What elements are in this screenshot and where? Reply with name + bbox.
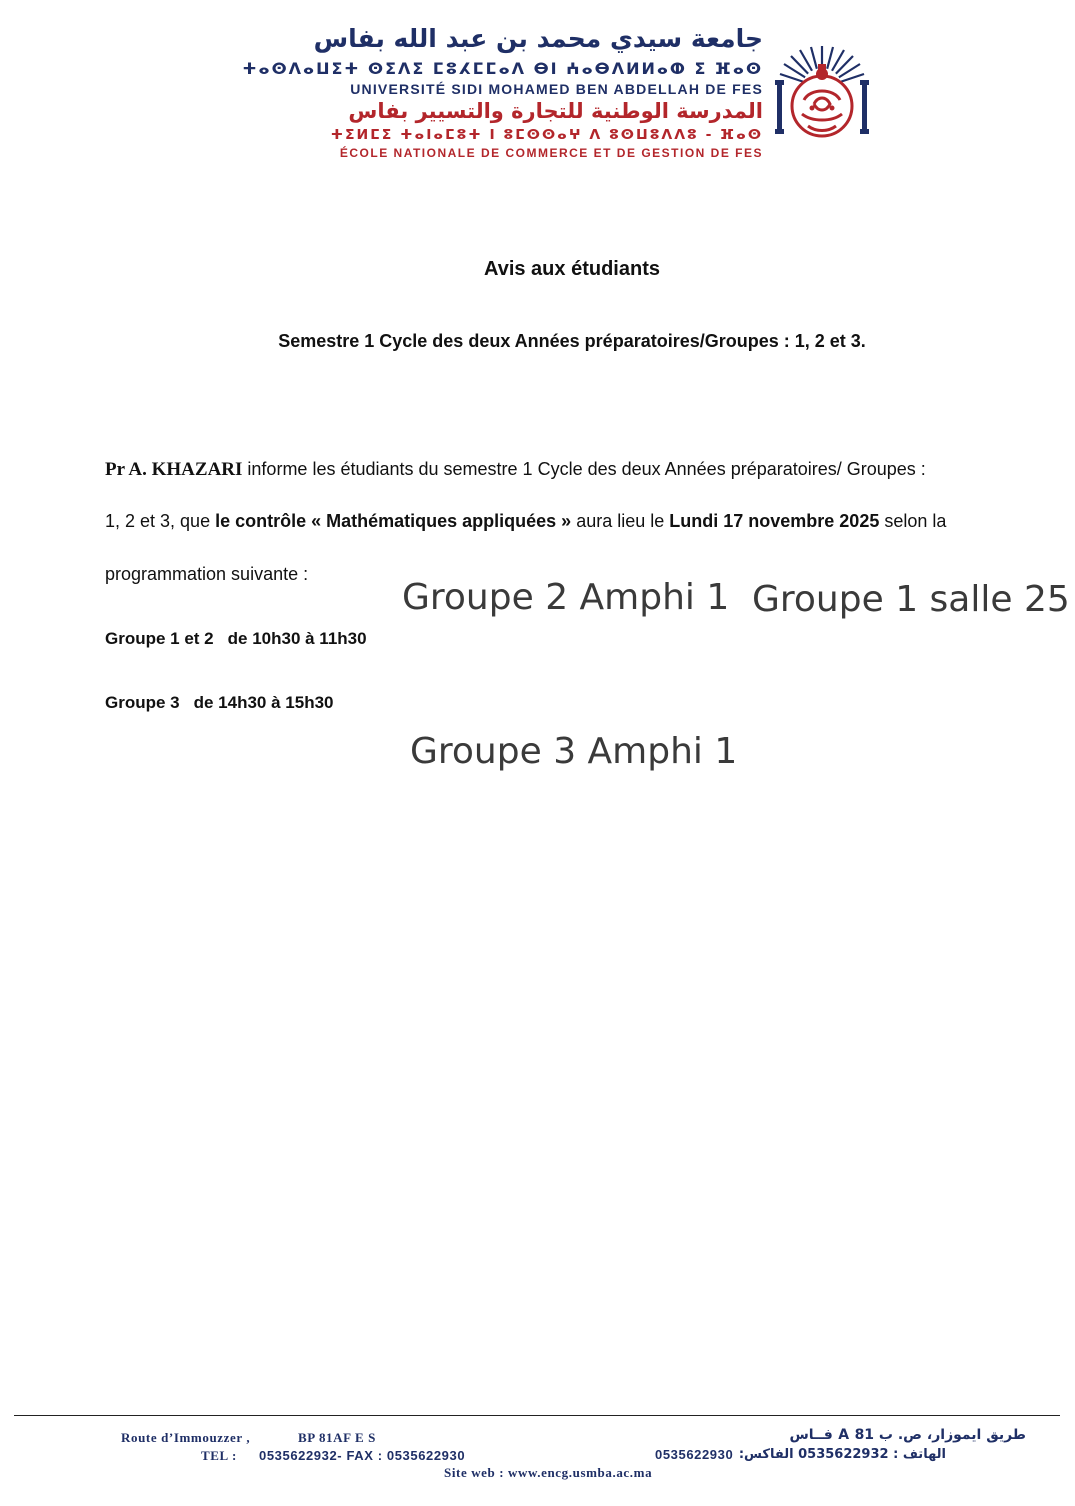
schedule-time: de 14h30 à 15h30 bbox=[193, 693, 334, 712]
room-annotation-group-2: Groupe 2 Amphi 1 bbox=[402, 577, 730, 618]
notice-subtitle: Semestre 1 Cycle des deux Années préparatoires/Groupes : 1, 2 et 3. bbox=[278, 331, 866, 351]
footer-website: Site web : www.encg.usmba.ac.ma bbox=[444, 1465, 653, 1480]
university-logo-icon bbox=[772, 44, 872, 142]
footer-divider bbox=[14, 1415, 1060, 1416]
university-name-french: UNIVERSITÉ SIDI MOHAMED BEN ABDELLAH DE FES bbox=[350, 81, 763, 97]
schedule-time: de 10h30 à 11h30 bbox=[227, 629, 367, 648]
school-name-french: ÉCOLE NATIONALE DE COMMERCE ET DE GESTION DE FES bbox=[339, 146, 763, 160]
notice-paragraph-line-2 bbox=[105, 511, 946, 532]
notice-paragraph-line-3: programmation suivante : bbox=[105, 564, 309, 584]
paragraph-text: 1, 2 et 3, que bbox=[105, 511, 216, 531]
footer-address: Route d’Immouzzer , bbox=[121, 1430, 251, 1445]
university-name-tifinagh: ⵜⴰⵙⴷⴰⵡⵉⵜ ⵙⵉⴷⵉ ⵎⵓⵃⵎⵎⴰⴷ ⴱⵏ ⵄⴰⴱⴷⵍⵍⴰⵀ ⵉ ⴼⴰⵙ bbox=[242, 59, 763, 78]
paragraph-text: selon la bbox=[879, 511, 947, 531]
document-header bbox=[0, 0, 1075, 170]
school-name-tifinagh: ⵜⵉⵍⵎⵉ ⵜⴰⵏⴰⵎⵓⵜ ⵏ ⵓⵎⵙⵙⴰⵖ ⴷ ⵓⵙⵡⵓⴷⴷⵓ - ⴼⴰⵙ bbox=[330, 127, 763, 143]
school-name-arabic: المدرسة الوطنية للتجارة والتسيير بفاس bbox=[348, 99, 763, 123]
schedule-group: Groupe 3 bbox=[105, 693, 180, 712]
schedule-group: Groupe 1 et 2 bbox=[105, 629, 214, 648]
footer-address-arabic: طريق ايموزار، ص. ب 81 A فــاس bbox=[789, 1427, 1026, 1443]
footer-phone-fax: 0535622932- FAX : 0535622930 bbox=[259, 1448, 466, 1463]
footer-po-box: BP 81AF E S bbox=[298, 1430, 376, 1445]
professor-name: Pr A. KHAZARI bbox=[105, 459, 243, 480]
room-annotation-group-1: Groupe 1 salle 25 bbox=[752, 579, 1070, 620]
footer-phone-arabic: الهاتف : 0535622932 الفاكس: bbox=[738, 1447, 946, 1462]
footer-fax-number: 0535622930 bbox=[655, 1447, 734, 1462]
notice-paragraph-line-1 bbox=[105, 459, 926, 481]
university-name-arabic: جامعة سيدي محمد بن عبد الله بفاس bbox=[313, 24, 763, 53]
exam-subject: le contrôle « Mathématiques appliquées » bbox=[215, 511, 572, 531]
footer-tel-label: TEL : bbox=[201, 1448, 237, 1463]
paragraph-text: aura lieu le bbox=[571, 511, 670, 531]
schedule-row bbox=[105, 693, 334, 713]
schedule-row bbox=[105, 629, 367, 649]
room-annotation-group-3: Groupe 3 Amphi 1 bbox=[410, 731, 738, 772]
notice-title: Avis aux étudiants bbox=[484, 258, 660, 280]
exam-date: Lundi 17 novembre 2025 bbox=[669, 511, 880, 531]
paragraph-text: informe les étudiants du semestre 1 Cycle des deux Années préparatoires/ Groupes : bbox=[242, 459, 926, 479]
